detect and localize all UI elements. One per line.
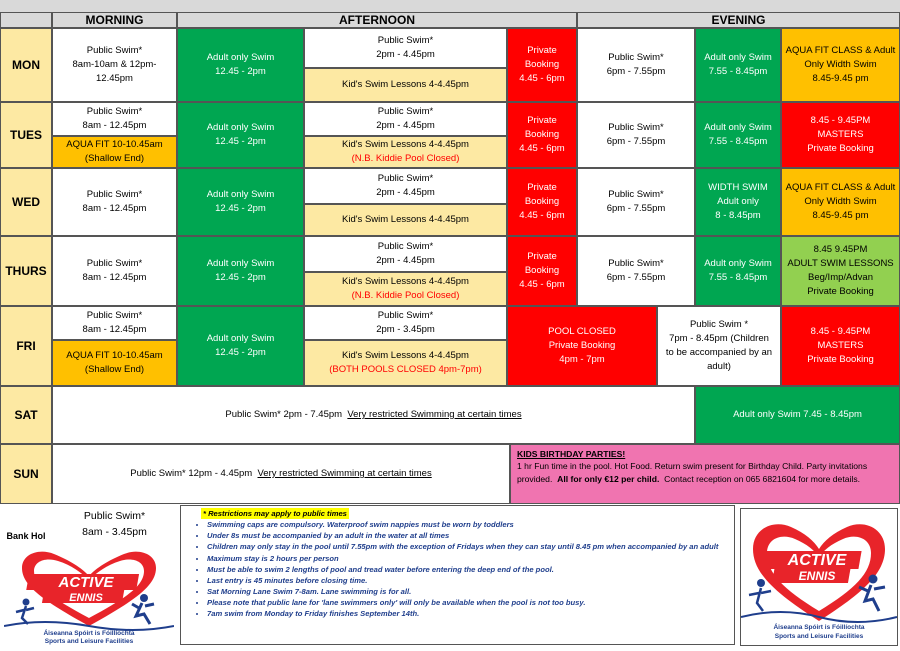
restrictions-notes xyxy=(180,505,735,645)
bank-hol-public-swim: Public Swim* 8am - 3.45pm xyxy=(52,504,177,546)
party-title: KIDS BIRTHDAY PARTIES! xyxy=(517,449,626,459)
day-label-sun: SUN xyxy=(0,444,52,504)
thurs-morning: Public Swim* 8am - 12.45pm xyxy=(52,236,177,306)
tues-adult-swim: Adult only Swim 12.45 - 2pm xyxy=(177,102,304,168)
active-ennis-logo-left xyxy=(4,546,174,646)
active-ennis-logo-right xyxy=(740,508,898,646)
day-label-wed: WED xyxy=(0,168,52,236)
mon-private-booking: Private Booking 4.45 - 6pm xyxy=(507,28,577,102)
wed-public-eve: Public Swim* 6pm - 7.55pm xyxy=(577,168,695,236)
tues-private-booking: Private Booking 4.45 - 6pm xyxy=(507,102,577,168)
mon-adult-eve: Adult only Swim 7.55 - 8.45pm xyxy=(695,28,781,102)
fri-kids-lessons: Kid's Swim Lessons 4-4.45pm (BOTH POOLS CLOSED 4pm-7pm) xyxy=(304,340,507,386)
tues-public-pm: Public Swim* 2pm - 4.45pm xyxy=(304,102,507,136)
list-item: • 7am swim from Monday to Friday finishes September 14th. xyxy=(207,608,726,619)
list-item: • Children may only stay in the pool until 7.55pm with the exception of Fridays when they can stay until 8.45 pm when accompanied by an adult xyxy=(207,541,726,552)
thurs-private-booking: Private Booking 4.45 - 6pm xyxy=(507,236,577,306)
mon-public-eve: Public Swim* 6pm - 7.55pm xyxy=(577,28,695,102)
thurs-adult-eve: Adult only Swim 7.55 - 8.45pm xyxy=(695,236,781,306)
day-label-mon: MON xyxy=(0,28,52,102)
wed-width-swim: WIDTH SWIM Adult only 8 - 8.45pm xyxy=(695,168,781,236)
list-item: • Swimming caps are compulsory. Waterproof swim nappies must be worn by toddlers xyxy=(207,519,726,530)
fri-public-pm: Public Swim* 2pm - 3.45pm xyxy=(304,306,507,340)
day-label-tues: TUES xyxy=(0,102,52,168)
thurs-adult-swim: Adult only Swim 12.45 - 2pm xyxy=(177,236,304,306)
party-text: 1 hr Fun time in the pool. Hot Food. Return swim present for Birthday Child. Party invitations provided. All for only €12 per child. Contact reception on 065 6821604 for more details. xyxy=(517,461,868,484)
afternoon-header: AFTERNOON xyxy=(177,12,577,28)
thurs-adult-lessons: 8.45 9.45PM ADULT SWIM LESSONS Beg/Imp/Advan Private Booking xyxy=(781,236,900,306)
wed-public-pm: Public Swim* 2pm - 4.45pm xyxy=(304,168,507,204)
heart-logo-icon xyxy=(741,509,897,645)
wed-adult-swim: Adult only Swim 12.45 - 2pm xyxy=(177,168,304,236)
list-item: • Sat Morning Lane Swim 7-8am. Lane swimming is for all. xyxy=(207,586,726,597)
tues-aqua-fit: AQUA FIT 10-10.45am (Shallow End) xyxy=(52,136,177,168)
fri-pool-closed: POOL CLOSED Private Booking 4pm - 7pm xyxy=(507,306,657,386)
tues-public-eve: Public Swim* 6pm - 7.55pm xyxy=(577,102,695,168)
mon-morning: Public Swim* 8am-10am & 12pm- 12.45pm xyxy=(52,28,177,102)
list-item: • Must be able to swim 2 lengths of pool and tread water before entering the deep end of the pool. xyxy=(207,564,726,575)
list-item: • Maximum stay is 2 hours per person xyxy=(207,553,726,564)
tues-adult-eve: Adult only Swim 7.55 - 8.45pm xyxy=(695,102,781,168)
svg-text:Áiseanna Spóirt is Fóillíochta: Áiseanna Spóirt is Fóillíochta xyxy=(43,630,135,637)
day-label-sat: SAT xyxy=(0,386,52,444)
day-label-thurs: THURS xyxy=(0,236,52,306)
day-label-bank-hol: Bank Hol xyxy=(0,504,52,649)
birthday-parties-box xyxy=(510,444,900,504)
evening-header: EVENING xyxy=(577,12,900,28)
day-label-fri: FRI xyxy=(0,306,52,386)
mon-public-pm: Public Swim* 2pm - 4.45pm xyxy=(304,28,507,68)
svg-text:ENNIS: ENNIS xyxy=(798,569,836,583)
list-item: • Last entry is 45 minutes before closing time. xyxy=(207,575,726,586)
list-item: • Please note that public lane for 'lane swimmers only' will only be available when the pool is not too busy. xyxy=(207,597,726,608)
thurs-kids-lessons: Kid's Swim Lessons 4-4.45pm (N.B. Kiddie Pool Closed) xyxy=(304,272,507,306)
tues-masters: 8.45 - 9.45PM MASTERS Private Booking xyxy=(781,102,900,168)
heart-logo-icon xyxy=(4,546,174,646)
wed-morning: Public Swim* 8am - 12.45pm xyxy=(52,168,177,236)
mon-aqua-fit: AQUA FIT CLASS & Adult Only Width Swim 8.45-9.45 pm xyxy=(781,28,900,102)
wed-private-booking: Private Booking 4.45 - 6pm xyxy=(507,168,577,236)
notes-list xyxy=(189,519,726,619)
thurs-public-eve: Public Swim* 6pm - 7.55pm xyxy=(577,236,695,306)
sun-public-swim: Public Swim* 12pm - 4.45pm Very restricted Swimming at certain times xyxy=(52,444,510,504)
wed-kids-lessons: Kid's Swim Lessons 4-4.45pm xyxy=(304,204,507,236)
svg-text:Sports and Leisure Facilities: Sports and Leisure Facilities xyxy=(44,638,134,645)
tues-morning: Public Swim* 8am - 12.45pm xyxy=(52,102,177,136)
fri-public-eve: Public Swim * 7pm - 8.45pm (Children to be accompanied by an adult) xyxy=(657,306,781,386)
fri-masters: 8.45 - 9.45PM MASTERS Private Booking xyxy=(781,306,900,386)
tues-kids-lessons: Kid's Swim Lessons 4-4.45pm (N.B. Kiddie Pool Closed) xyxy=(304,136,507,168)
sat-public-swim: Public Swim* 2pm - 7.45pm Very restricted Swimming at certain times xyxy=(52,386,695,444)
svg-text:Áiseanna Spóirt is Fóillíochta: Áiseanna Spóirt is Fóillíochta xyxy=(773,624,865,631)
list-item: • Under 8s must be accompanied by an adult in the water at all times xyxy=(207,530,726,541)
mon-adult-swim: Adult only Swim 12.45 - 2pm xyxy=(177,28,304,102)
wed-aqua-fit: AQUA FIT CLASS & Adult Only Width Swim 8.45-9.45 pm xyxy=(781,168,900,236)
svg-text:ACTIVE: ACTIVE xyxy=(787,552,847,569)
svg-text:ENNIS: ENNIS xyxy=(69,592,103,604)
thurs-public-pm: Public Swim* 2pm - 4.45pm xyxy=(304,236,507,272)
fri-adult-swim: Adult only Swim 12.45 - 2pm xyxy=(177,306,304,386)
corner-cell xyxy=(0,12,52,28)
morning-header: MORNING xyxy=(52,12,177,28)
notes-heading: * Restrictions may apply to public times xyxy=(203,509,347,518)
fri-morning: Public Swim* 8am - 12.45pm xyxy=(52,306,177,340)
svg-text:ACTIVE: ACTIVE xyxy=(58,574,114,591)
fri-aqua-fit: AQUA FIT 10-10.45am (Shallow End) xyxy=(52,340,177,386)
svg-text:Sports and Leisure Facilities: Sports and Leisure Facilities xyxy=(774,633,864,640)
sat-adult-swim: Adult only Swim 7.45 - 8.45pm xyxy=(695,386,900,444)
mon-kids-lessons: Kid's Swim Lessons 4-4.45pm xyxy=(304,68,507,102)
